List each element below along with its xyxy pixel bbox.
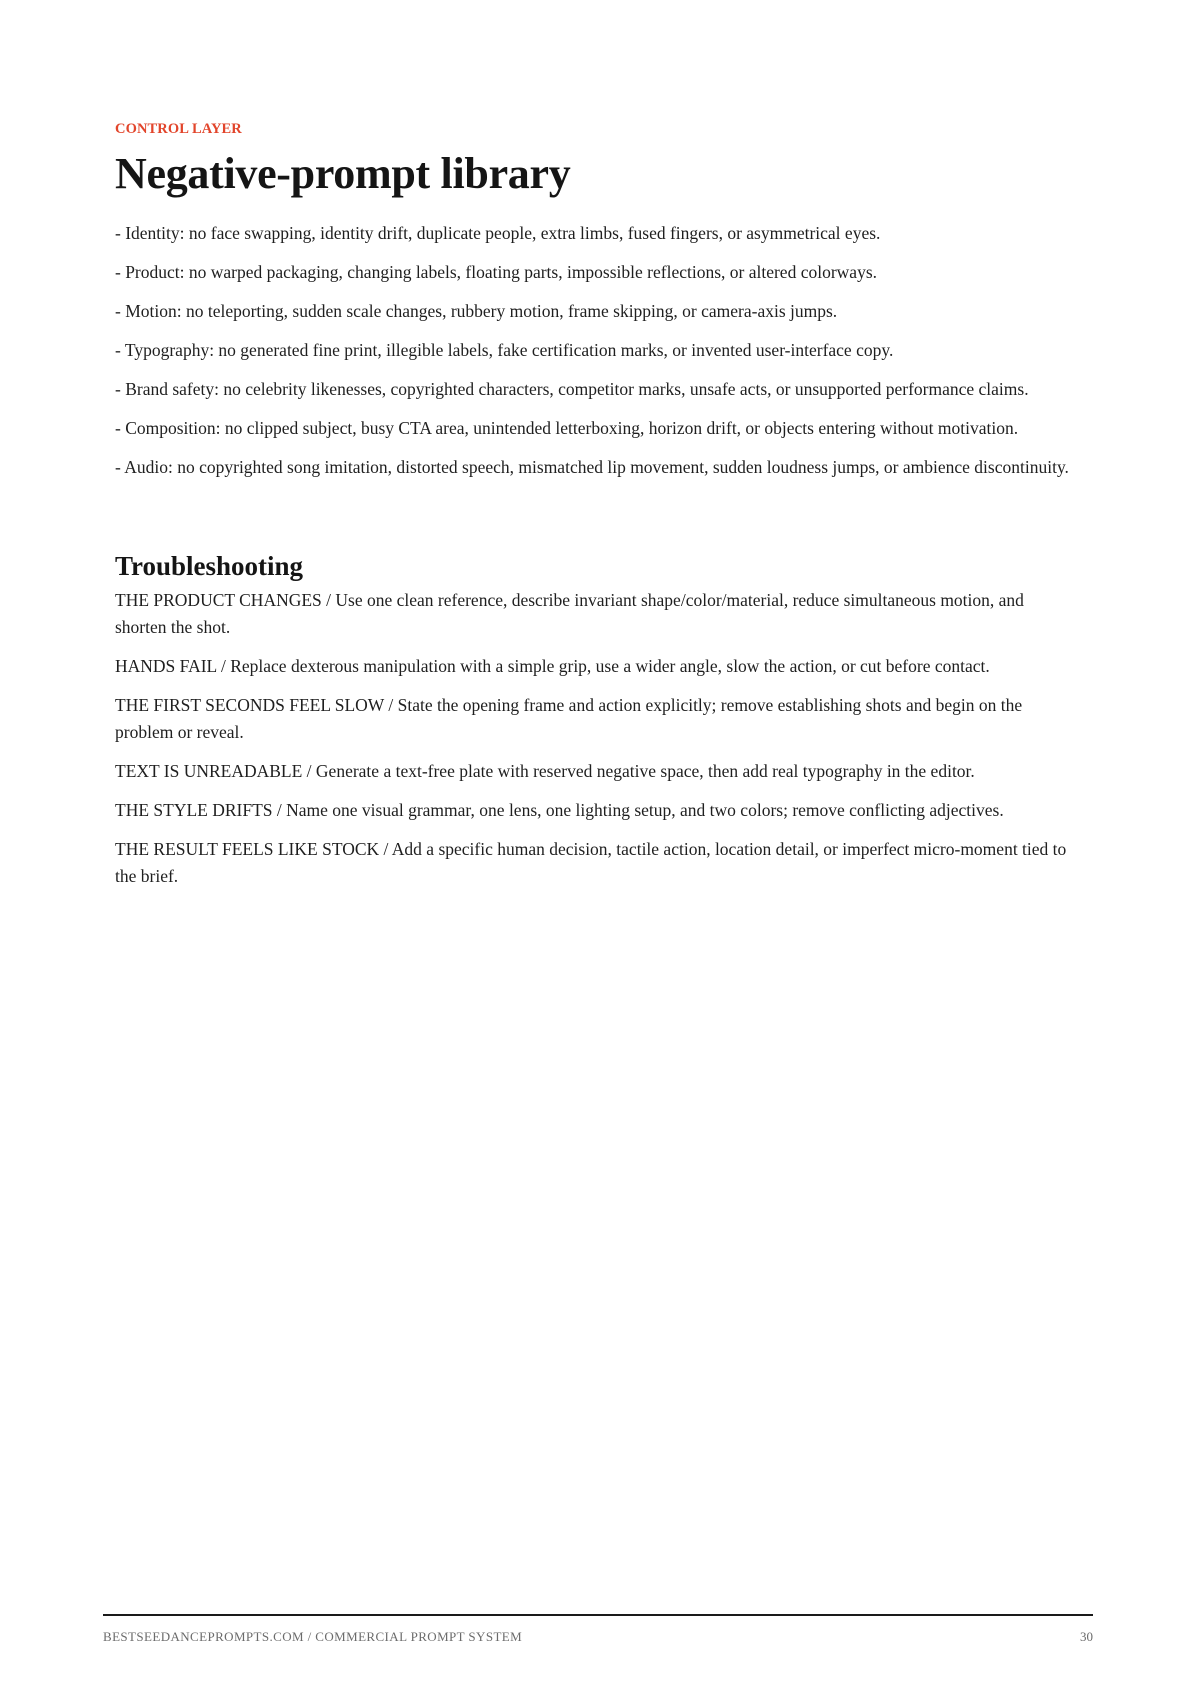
troubleshooting-item-hands-fail: HANDS FAIL / Replace dexterous manipulation with a simple grip, use a wider angle, slow the action, or cut before contact.: [115, 656, 990, 676]
page-content: [115, 118, 1075, 902]
negative-item-composition: - Composition: no clipped subject, busy CTA area, unintended letterboxing, horizon drift, or objects entering without motivation.: [115, 418, 1019, 438]
page-title: Negative-prompt library: [115, 149, 571, 198]
negative-item-product: - Product: no warped packaging, changing labels, floating parts, impossible reflections, or altered colorways.: [115, 262, 878, 282]
negative-item-motion: - Motion: no teleporting, sudden scale changes, rubbery motion, frame skipping, or camera-axis jumps.: [115, 301, 838, 321]
section-kicker: CONTROL LAYER: [115, 121, 242, 137]
negative-item-brand-safety: - Brand safety: no celebrity likenesses, copyrighted characters, competitor marks, unsafe acts, or unsupported performance claims.: [115, 379, 1029, 399]
troubleshooting-heading: Troubleshooting: [115, 551, 304, 581]
troubleshooting-item-feels-like-stock: THE RESULT FEELS LIKE STOCK / Add a specific human decision, tactile action, location detail, or imperfect micro-moment tied to the brief.: [115, 839, 1067, 886]
negative-item-audio: - Audio: no copyrighted song imitation, distorted speech, mismatched lip movement, sudden loudness jumps, or ambience discontinuity.: [115, 457, 1069, 477]
troubleshooting-item-product-changes: THE PRODUCT CHANGES / Use one clean reference, describe invariant shape/color/material, reduce simultaneous motion, and shorten the shot.: [115, 590, 1024, 637]
negative-prompt-list: [115, 220, 1075, 481]
troubleshooting-item-style-drifts: THE STYLE DRIFTS / Name one visual grammar, one lens, one lighting setup, and two colors; remove conflicting adjectives.: [115, 800, 1004, 820]
negative-item-typography: - Typography: no generated fine print, illegible labels, fake certification marks, or invented user-interface copy.: [115, 340, 894, 360]
footer-divider: [103, 1614, 1093, 1616]
troubleshooting-list: [115, 587, 1075, 890]
troubleshooting-item-first-seconds: THE FIRST SECONDS FEEL SLOW / State the opening frame and action explicitly; remove establishing shots and begin on the problem or reveal.: [115, 695, 1023, 742]
troubleshooting-item-text-unreadable: TEXT IS UNREADABLE / Generate a text-free plate with reserved negative space, then add real typography in the editor.: [115, 761, 975, 781]
negative-item-identity: - Identity: no face swapping, identity drift, duplicate people, extra limbs, fused fingers, or asymmetrical eyes.: [115, 223, 881, 243]
page-number: 30: [1080, 1629, 1093, 1644]
footer-site-label: BESTSEEDANCEPROMPTS.COM / COMMERCIAL PROMPT SYSTEM: [103, 1629, 523, 1644]
